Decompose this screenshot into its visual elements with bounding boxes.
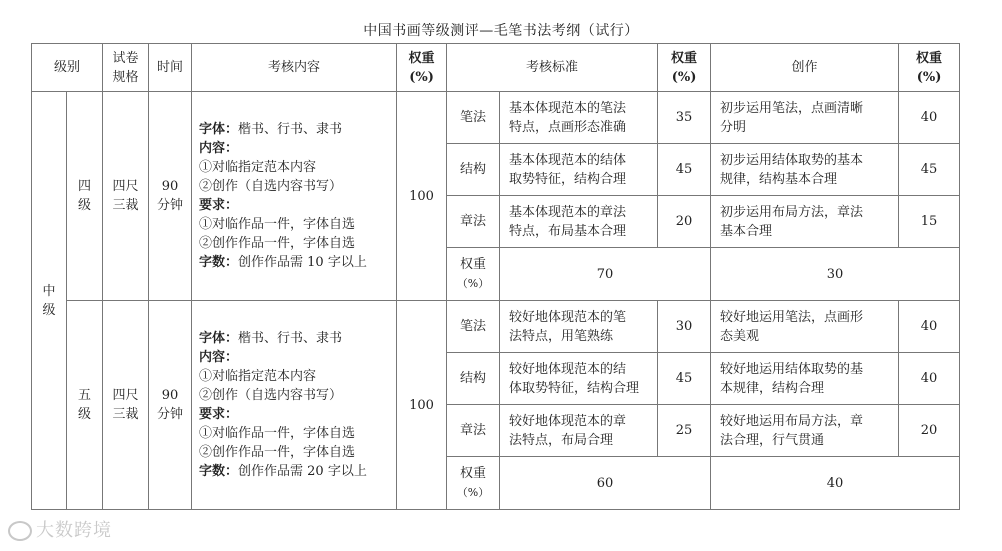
paper-size: 四尺 三裁 bbox=[103, 301, 149, 510]
creation-weight: 20 bbox=[899, 405, 960, 457]
criterion-standard: 基本体现范本的结体 取势特征，结构合理 bbox=[500, 144, 658, 196]
creation-weight: 40 bbox=[899, 301, 960, 353]
standard-weight: 35 bbox=[658, 92, 711, 144]
watermark-logo-icon bbox=[8, 521, 32, 541]
standard-weight: 45 bbox=[658, 144, 711, 196]
criterion-standard: 基本体现范本的章法 特点，布局基本合理 bbox=[500, 196, 658, 248]
group-label: 中 级 bbox=[32, 92, 67, 510]
header-weight-2: 权重 (%) bbox=[658, 44, 711, 92]
criterion-creation: 初步运用笔法，点画清晰 分明 bbox=[711, 92, 899, 144]
exam-content: 字体：楷书、行书、隶书 内容： ①对临指定范本内容 ②创作（自选内容书写） 要求： ①对临作品一件，字体自选 ②创作作品一件，字体自选 字数：创作作品需 20 字以上 bbox=[192, 301, 397, 510]
header-weight-3: 权重 (%) bbox=[899, 44, 960, 92]
weight-row-label: 权重 （%） bbox=[447, 457, 500, 510]
level-name: 五 级 bbox=[67, 301, 103, 510]
criterion-creation: 初步运用结体取势的基本 规律，结构基本合理 bbox=[711, 144, 899, 196]
content-weight: 100 bbox=[397, 92, 447, 301]
standard-weight: 30 bbox=[658, 301, 711, 353]
header-standard: 考核标准 bbox=[447, 44, 658, 92]
standard-weight: 25 bbox=[658, 405, 711, 457]
criterion-standard: 较好地体现范本的结 体取势特征，结构合理 bbox=[500, 353, 658, 405]
criterion-item: 章法 bbox=[447, 405, 500, 457]
criterion-standard: 较好地体现范本的笔 法特点，用笔熟练 bbox=[500, 301, 658, 353]
criterion-standard: 较好地体现范本的章 法特点，布局合理 bbox=[500, 405, 658, 457]
weight-row-label: 权重 （%） bbox=[447, 248, 500, 301]
content-weight: 100 bbox=[397, 301, 447, 510]
level-name: 四 级 bbox=[67, 92, 103, 301]
criterion-creation: 初步运用布局方法，章法 基本合理 bbox=[711, 196, 899, 248]
criterion-item: 笔法 bbox=[447, 92, 500, 144]
standard-total: 60 bbox=[500, 457, 711, 510]
creation-total: 30 bbox=[711, 248, 960, 301]
table-row bbox=[32, 92, 960, 144]
criterion-creation: 较好地运用布局方法，章 法合理，行气贯通 bbox=[711, 405, 899, 457]
header-time: 时间 bbox=[149, 44, 192, 92]
criterion-creation: 较好地运用笔法，点画形 态美观 bbox=[711, 301, 899, 353]
criterion-item: 笔法 bbox=[447, 301, 500, 353]
criterion-creation: 较好地运用结体取势的基 本规律，结构合理 bbox=[711, 353, 899, 405]
paper-size: 四尺 三裁 bbox=[103, 92, 149, 301]
header-level: 级别 bbox=[32, 44, 103, 92]
standard-total: 70 bbox=[500, 248, 711, 301]
header-creation: 创作 bbox=[711, 44, 899, 92]
header-row bbox=[32, 44, 960, 92]
header-content: 考核内容 bbox=[192, 44, 397, 92]
header-weight-1: 权重 (%) bbox=[397, 44, 447, 92]
standard-weight: 45 bbox=[658, 353, 711, 405]
exam-time: 90 分钟 bbox=[149, 301, 192, 510]
criterion-standard: 基本体现范本的笔法 特点，点画形态准确 bbox=[500, 92, 658, 144]
header-paper: 试卷 规格 bbox=[103, 44, 149, 92]
creation-weight: 40 bbox=[899, 353, 960, 405]
creation-total: 40 bbox=[711, 457, 960, 510]
document-title: 中国书画等级测评—毛笔书法考纲（试行） bbox=[363, 23, 639, 39]
exam-content: 字体：楷书、行书、隶书 内容： ①对临指定范本内容 ②创作（自选内容书写） 要求： ①对临作品一件，字体自选 ②创作作品一件，字体自选 字数：创作作品需 10 字以上 bbox=[192, 92, 397, 301]
creation-weight: 40 bbox=[899, 92, 960, 144]
criterion-item: 结构 bbox=[447, 353, 500, 405]
criterion-item: 章法 bbox=[447, 196, 500, 248]
syllabus-table bbox=[31, 43, 960, 510]
creation-weight: 45 bbox=[899, 144, 960, 196]
watermark: 大数跨境 bbox=[8, 516, 112, 542]
table-row bbox=[32, 301, 960, 353]
exam-time: 90 分钟 bbox=[149, 92, 192, 301]
standard-weight: 20 bbox=[658, 196, 711, 248]
creation-weight: 15 bbox=[899, 196, 960, 248]
criterion-item: 结构 bbox=[447, 144, 500, 196]
